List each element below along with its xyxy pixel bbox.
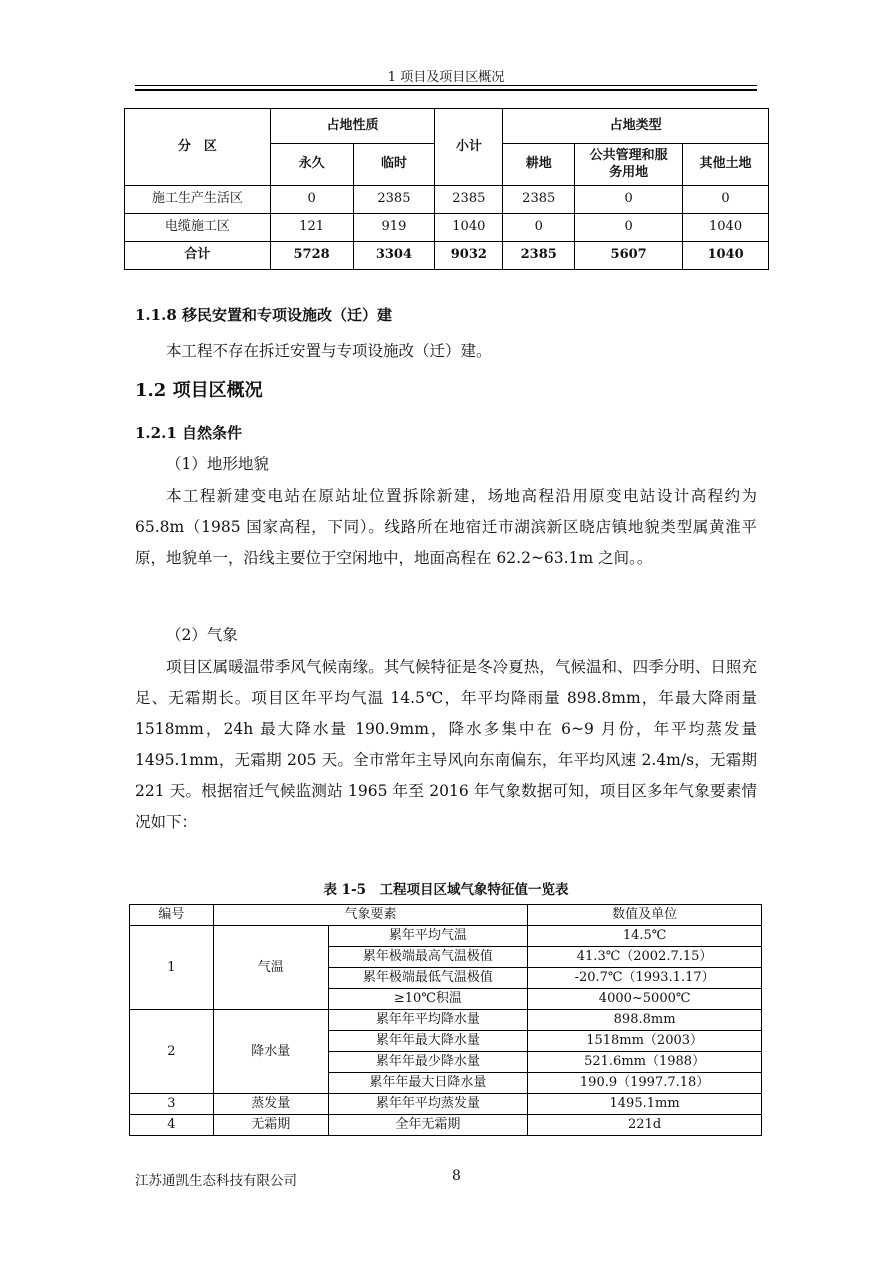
cell-public: 0: [575, 186, 683, 214]
cell-value: 4000~5000℃: [528, 989, 762, 1010]
table-row: [130, 926, 762, 947]
cell-farmland: 2385: [503, 186, 575, 214]
cell-item: 累年平均气温: [328, 926, 528, 947]
section-title-1-2: 1.2 项目区概况: [135, 380, 263, 401]
cell-value: 521.6mm（1988）: [528, 1052, 762, 1073]
header-value: 数值及单位: [528, 905, 762, 926]
cell-zone: 合计: [125, 242, 271, 270]
cell-group-number: 4: [130, 1115, 214, 1136]
climate-table: [129, 904, 762, 1136]
cell-group-number: 2: [130, 1010, 214, 1094]
header-temporary: 临时: [353, 144, 435, 186]
header-permanent: 永久: [270, 144, 353, 186]
header-farmland: 耕地: [503, 144, 575, 186]
cell-subtotal: 1040: [435, 214, 503, 242]
cell-item: 累年年平均降水量: [328, 1010, 528, 1031]
cell-temporary: 2385: [353, 186, 435, 214]
cell-permanent: 0: [270, 186, 353, 214]
cell-value: 190.9（1997.7.18）: [528, 1073, 762, 1094]
cell-other: 1040: [683, 242, 769, 270]
cell-group-name: 无霜期: [213, 1115, 328, 1136]
cell-temporary: 3304: [353, 242, 435, 270]
cell-value: 221d: [528, 1115, 762, 1136]
cell-other: 1040: [683, 214, 769, 242]
cell-value: 1518mm（2003）: [528, 1031, 762, 1052]
paragraph-climate: 项目区属暖温带季风气候南缘。其气候特征是冬冷夏热，气候温和、四季分明、日照充足、无霜期长。项目区年平均气温 14.5℃，年平均降雨量 898.8mm，年最大降雨量 1518mm，24h 最大降水量 190.9mm，降水多集中在 6~9 月份，年平均蒸发量 1495.1mm，无霜期 205 天。全市常年主导风向东南偏东，年平均风速 2.4m/s，无霜期 221 天。根据宿迁气候监测站 1965 年至 2016 年气象数据可知，项目区多年气象要素情况如下：: [135, 658, 757, 831]
cell-zone: 施工生产生活区: [125, 186, 271, 214]
table-row: [130, 1094, 762, 1115]
table-row: [130, 1115, 762, 1136]
cell-item: 累年年平均蒸发量: [328, 1094, 528, 1115]
header-public-land: [575, 144, 683, 186]
cell-subtotal: 2385: [435, 186, 503, 214]
table-row: [125, 186, 769, 214]
cell-farmland: 0: [503, 214, 575, 242]
footer-company: 江苏通凯生态科技有限公司: [135, 1173, 297, 1189]
cell-value: 1495.1mm: [528, 1094, 762, 1115]
cell-item: 累年极端最低气温极值: [328, 968, 528, 989]
cell-value: -20.7℃（1993.1.17）: [528, 968, 762, 989]
cell-value: 41.3℃（2002.7.15）: [528, 947, 762, 968]
section-title-1-1-8: 1.1.8 移民安置和专项设施改（迁）建: [135, 306, 392, 324]
header-other-land: 其他土地: [683, 144, 769, 186]
cell-temporary: 919: [353, 214, 435, 242]
cell-group-number: 1: [130, 926, 214, 1010]
page-number: 8: [452, 1168, 461, 1184]
header-subtotal: 小计: [435, 109, 503, 186]
header-public-land-text: 公共管理和服务用地: [589, 148, 668, 180]
cell-item: 全年无霜期: [328, 1115, 528, 1136]
table-total-row: [125, 242, 769, 270]
subheading-terrain: （1）地形地貌: [166, 455, 269, 473]
cell-subtotal: 9032: [435, 242, 503, 270]
header-rule-thick: [135, 89, 757, 91]
cell-item: 累年极端最高气温极值: [328, 947, 528, 968]
header-zone: 分 区: [125, 109, 271, 186]
cell-item: 累年年最少降水量: [328, 1052, 528, 1073]
table-row: [130, 1010, 762, 1031]
cell-public: 5607: [575, 242, 683, 270]
cell-item: 累年年最大降水量: [328, 1031, 528, 1052]
header-number: 编号: [130, 905, 214, 926]
land-use-table: [124, 108, 769, 270]
cell-permanent: 5728: [270, 242, 353, 270]
cell-zone: 电缆施工区: [125, 214, 271, 242]
paragraph-relocation: 本工程不存在拆迁安置与专项设施改（迁）建。: [166, 342, 492, 360]
running-header: 1 项目及项目区概况: [387, 70, 505, 85]
cell-group-number: 3: [130, 1094, 214, 1115]
section-title-1-2-1: 1.2.1 自然条件: [135, 424, 242, 442]
cell-value: 898.8mm: [528, 1010, 762, 1031]
cell-public: 0: [575, 214, 683, 242]
cell-other: 0: [683, 186, 769, 214]
header-land-type: 占地类型: [503, 109, 769, 144]
subheading-climate: （2）气象: [166, 626, 238, 644]
cell-value: 14.5℃: [528, 926, 762, 947]
table-caption: 表 1-5 工程项目区域气象特征值一览表: [323, 882, 569, 898]
header-rule-thin: [135, 85, 757, 86]
header-element: 气象要素: [213, 905, 527, 926]
cell-permanent: 121: [270, 214, 353, 242]
cell-group-name: 气温: [213, 926, 328, 1010]
cell-item: ≥10℃积温: [328, 989, 528, 1010]
paragraph-terrain: 本工程新建变电站在原站址位置拆除新建，场地高程沿用原变电站设计高程约为 65.8m（1985 国家高程，下同）。线路所在地宿迁市湖滨新区晓店镇地貌类型属黄淮平原，地貌单一，沿线主要位于空闲地中，地面高程在 62.2~63.1m 之间。。: [135, 487, 757, 567]
table-row: [125, 214, 769, 242]
header-land-nature: 占地性质: [270, 109, 435, 144]
cell-item: 累年年最大日降水量: [328, 1073, 528, 1094]
cell-group-name: 蒸发量: [213, 1094, 328, 1115]
cell-group-name: 降水量: [213, 1010, 328, 1094]
cell-farmland: 2385: [503, 242, 575, 270]
